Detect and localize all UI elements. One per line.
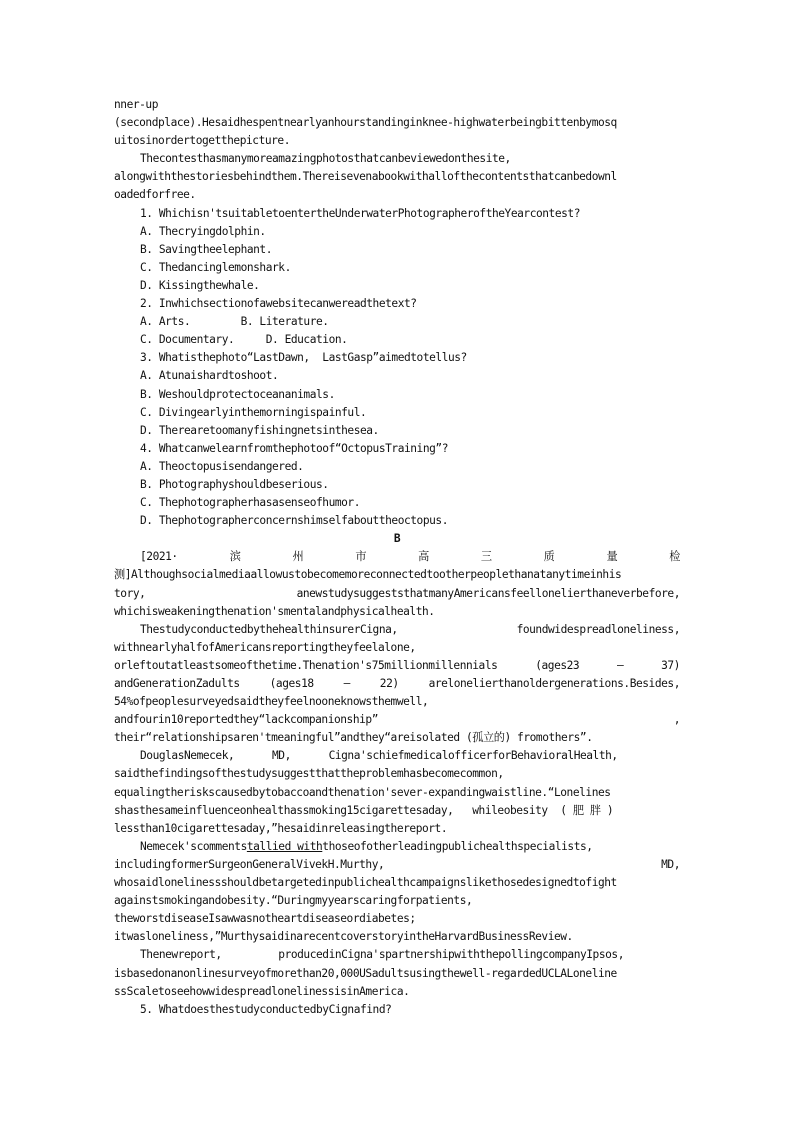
option-1c: C. Thedancinglemonshark.: [140, 260, 291, 274]
paragraph-start: DouglasNemecek, MD, Cigna'schiefmedicalofficerforBehavioralHealth,: [140, 749, 618, 763]
source-part: 量: [606, 550, 618, 564]
text-line: isbasedonanonlinesurveyofmorethan20,000USadultsusingthewell-regardedUCLALoneline: [114, 966, 617, 980]
text-part: ThestudyconductedbythehealthinsurerCigna,: [140, 622, 398, 636]
text-part: andfourin10reportedthey“lackcompanionship”: [114, 713, 378, 727]
text-line: [114, 585, 680, 603]
text-line: nner-up: [114, 98, 158, 111]
source-part: 市: [355, 550, 367, 564]
text-line: itwasloneliness,”MurthysaidinarecentcoverstoryintheHarvardBusinessReview.: [114, 930, 573, 944]
text-line: [114, 711, 680, 729]
text-line: oadedforfree.: [114, 188, 196, 202]
section-heading: B: [393, 532, 401, 546]
text-part: —: [343, 677, 350, 690]
options-2cd: C. Documentary. D. Education.: [140, 333, 348, 347]
option-3d: D. Therearetoomanyfishingnetsinthesea.: [140, 423, 379, 437]
text-part: orleftoutatleastsomeofthetime.Thenation's75millionmillennials: [114, 658, 498, 672]
text-part: —: [617, 658, 624, 672]
option-1b: B. Savingtheelephant.: [140, 242, 272, 256]
underlined-phrase: tallied with: [246, 839, 323, 853]
text-part: arelonelierthanoldergenerations.Besides,: [428, 677, 680, 690]
source-part: 滨: [229, 550, 241, 564]
option-4b: B. Photographyshouldbeserious.: [140, 477, 329, 491]
text-part: thoseofotherleadingpublichealthspecialists,: [322, 839, 593, 853]
text-line: theworstdiseaseIsawwasnotheartdiseaseordiabetes;: [114, 912, 416, 926]
paragraph-start: Thecontesthasmanymoreamazingphotosthatcanbeviewedonthesite,: [140, 152, 511, 166]
source-line: [114, 548, 680, 566]
text-part: includingformerSurgeonGeneralVivekH.Murthy,: [114, 857, 385, 871]
text-part: Nemecek'scomments: [140, 839, 247, 853]
text-part: anewstudysuggeststhatmanyAmericansfeellonelierthaneverbefore,: [296, 586, 680, 600]
text-line: whosaidlonelinessshouldbetargetedinpublichealthcampaignslikethosedesignedtofight: [114, 876, 617, 890]
text-part: 37): [661, 658, 680, 672]
text-part: (ages18: [269, 677, 314, 690]
option-1d: D. Kissingthewhale.: [140, 278, 260, 292]
question-5: 5. WhatdoesthestudyconductedbyCignafind?: [140, 1002, 392, 1016]
source-part: 三: [480, 550, 492, 564]
question-1: 1. Whichisn'tsuitabletoentertheUnderwaterPhotographeroftheYearcontest?: [140, 206, 580, 220]
source-part: 高: [418, 550, 429, 564]
source-part: 质: [543, 550, 555, 564]
text-line: ssScaletoseehowwidespreadlonelinessisinAmerica.: [114, 984, 410, 998]
text-line: saidthefindingsofthestudysuggestthattheproblemhasbecomecommon,: [114, 767, 504, 781]
text-part: foundwidespreadloneliness,: [516, 622, 680, 636]
text-line: equalingtheriskscausedbytobaccoandthenation'sever-expandingwaistline.“Lonelines: [114, 785, 611, 799]
text-part: 22): [379, 677, 399, 690]
question-2: 2. Inwhichsectionofawebsitecanwereadthetext?: [140, 297, 417, 311]
option-4a: A. Theoctopusisendangered.: [140, 459, 304, 473]
text-line: (secondplace).Hesaidhespentnearlyanhourstandinginknee-highwaterbeingbittenbymosq: [114, 116, 617, 130]
text-line: [114, 657, 680, 675]
text-part: ,: [673, 713, 680, 727]
option-3c: C. Divingearlyinthemorningispainful.: [140, 405, 367, 419]
text-line: againstsmokingandobesity.“Duringmyyearscaringforpatients,: [114, 894, 473, 908]
text-part: MD,: [661, 857, 680, 871]
source-part: [2021·: [140, 550, 178, 564]
option-3a: A. Atunaishardtoshoot.: [140, 369, 279, 383]
option-3b: B. Weshouldprotectoceananimals.: [140, 387, 335, 401]
text-part: (ages23: [535, 658, 580, 672]
paragraph-start: [114, 621, 680, 639]
text-part: andGenerationZadults: [114, 677, 240, 690]
source-part: 检: [669, 550, 680, 564]
options-2ab: A. Arts. B. Literature.: [140, 315, 329, 329]
text-line: shasthesameinfluenceonhealthassmoking15cigarettesaday, whileobesity ( 肥 胖 ): [114, 803, 614, 817]
document-body: [114, 96, 680, 1019]
text-part: tory,: [114, 586, 146, 600]
text-line: their“relationshipsaren'tmeaningful”andthey“areisolated (孤立的) fromothers”.: [114, 731, 593, 745]
text-line: 54%ofpeoplesurveyedsaidtheyfeelnooneknowsthemwell,: [114, 695, 429, 709]
question-4: 4. Whatcanwelearnfromthephotoof“OctopusTraining”?: [140, 441, 448, 455]
paragraph-start: [114, 838, 680, 856]
source-part: 州: [292, 550, 304, 564]
text-line: lessthan10cigarettesaday,”hesaidinreleasingthereport.: [114, 821, 448, 835]
text-line: [114, 856, 680, 874]
option-4c: C. Thephotographerhasasenseofhumor.: [140, 496, 360, 510]
option-1a: A. Thecryingdolphin.: [140, 224, 266, 238]
question-3: 3. Whatisthephoto“LastDawn, LastGasp”aimedtotellus?: [140, 351, 467, 365]
paragraph-start: Thenewreport, producedinCigna'spartnershipwiththepollingcompanyIpsos,: [140, 948, 624, 962]
text-line: alongwiththestoriesbehindthem.Thereisevenabookwithallofthecontentsthatcanbedownl: [114, 170, 617, 184]
text-line: [114, 675, 680, 693]
text-line: whichisweakeningthenation'smentalandphysicalhealth.: [114, 604, 435, 618]
option-4d: D. Thephotographerconcernshimselfabouttheoctopus.: [140, 514, 448, 528]
text-line: withnearlyhalfofAmericansreportingtheyfeelalone,: [114, 640, 416, 654]
text-line: 测]Althoughsocialmediaallowustobecomemoreconnectedtootherpeoplethanatanytimeinhis: [114, 568, 622, 582]
text-line: uitosinordertogetthepicture.: [114, 134, 290, 148]
